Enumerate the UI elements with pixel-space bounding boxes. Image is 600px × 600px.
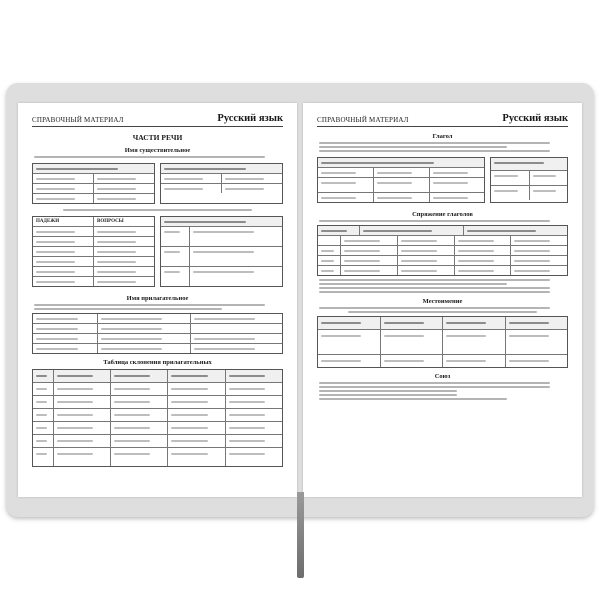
table-cell <box>97 334 189 343</box>
table-cell <box>529 186 567 200</box>
table-row <box>318 245 567 255</box>
verb-mood-table <box>490 157 568 203</box>
table-cell <box>380 355 443 367</box>
table-row <box>33 323 282 333</box>
table-row <box>33 276 154 286</box>
table-cell <box>463 226 567 235</box>
table-row <box>33 173 154 183</box>
conjugation-rule-line-2 <box>319 283 507 285</box>
table-cell <box>189 247 282 266</box>
table-row <box>33 447 282 466</box>
table-row <box>161 226 282 246</box>
table-cell <box>161 247 189 266</box>
table-cell <box>454 236 511 245</box>
table-cell <box>97 324 189 333</box>
table-cell <box>93 194 154 203</box>
table-cell <box>225 422 282 434</box>
table-cell <box>318 193 373 202</box>
table-row <box>318 317 567 329</box>
questions-column-title: ВОПРОСЫ <box>93 217 154 226</box>
table-cell <box>429 178 485 192</box>
table-row <box>33 266 154 276</box>
table-cell <box>93 237 154 246</box>
table-cell <box>505 317 568 329</box>
table-cell <box>33 277 93 286</box>
table-row <box>33 256 154 266</box>
table-cell <box>340 236 397 245</box>
table-cell <box>373 178 429 192</box>
conjunction-definition-line-2 <box>319 386 550 388</box>
table-cell <box>225 409 282 421</box>
table-cell <box>110 396 167 408</box>
table-cell <box>110 422 167 434</box>
verb-tense-tables <box>317 154 568 206</box>
table-cell <box>318 266 340 275</box>
table-cell <box>190 314 282 323</box>
table-cell <box>161 227 189 246</box>
left-page-header <box>32 113 283 127</box>
noun-number-table <box>160 163 283 204</box>
pronoun-table <box>317 316 568 368</box>
conjunction-example-line-3 <box>319 398 507 400</box>
table-cell <box>510 236 567 245</box>
table-cell <box>225 370 282 382</box>
adjective-forms-table <box>32 313 283 354</box>
table-cell <box>318 317 380 329</box>
table-cell <box>33 164 154 173</box>
conjugation-table <box>317 225 568 276</box>
verb-definition-line-3 <box>319 150 550 152</box>
table-cell <box>110 435 167 447</box>
table-cell <box>318 330 380 354</box>
table-row <box>318 177 484 192</box>
table-cell <box>190 334 282 343</box>
noun-gender-number-tables <box>32 160 283 207</box>
table-cell <box>167 422 224 434</box>
table-cell <box>97 314 189 323</box>
verb-definition-line-2 <box>319 146 507 148</box>
table-cell <box>491 186 528 200</box>
table-row <box>33 382 282 395</box>
table-cell <box>491 158 567 170</box>
declension-types-table <box>160 216 283 287</box>
table-cell <box>397 266 454 275</box>
table-cell <box>189 227 282 246</box>
table-cell <box>97 344 189 353</box>
table-row <box>318 329 567 354</box>
table-cell <box>33 422 53 434</box>
table-cell <box>53 383 110 395</box>
table-cell <box>33 370 53 382</box>
table-row <box>33 164 154 173</box>
cases-table <box>32 216 155 287</box>
table-row <box>33 395 282 408</box>
table-cell <box>33 267 93 276</box>
table-cell <box>190 344 282 353</box>
table-cell <box>93 227 154 236</box>
table-cell <box>318 256 340 265</box>
table-cell <box>33 324 97 333</box>
table-row <box>318 167 484 177</box>
verb-tense-table <box>317 157 485 203</box>
adjective-definition-line-1 <box>34 304 265 306</box>
table-cell <box>53 422 110 434</box>
table-row <box>161 217 282 226</box>
table-row <box>161 246 282 266</box>
table-row <box>318 235 567 245</box>
table-row <box>318 192 484 202</box>
table-cell <box>110 409 167 421</box>
table-row <box>33 408 282 421</box>
table-row <box>33 236 154 246</box>
table-cell <box>340 246 397 255</box>
table-cell <box>397 236 454 245</box>
table-row <box>33 343 282 353</box>
right-page <box>303 103 582 497</box>
cases-column-title: ПАДЕЖИ <box>36 219 60 224</box>
declension-table-heading: Таблица склонения прилагательных <box>103 359 212 366</box>
adjective-heading: Имя прилагательное <box>126 295 189 302</box>
pronoun-definition-line-1 <box>319 307 550 309</box>
verb-bullet-line-2 <box>319 291 550 293</box>
table-cell <box>53 396 110 408</box>
table-cell <box>33 448 53 466</box>
table-cell <box>380 330 443 354</box>
left-page <box>18 103 297 497</box>
verb-heading: Глагол <box>432 133 453 140</box>
table-cell <box>33 247 93 256</box>
table-cell <box>53 435 110 447</box>
table-cell <box>33 314 97 323</box>
table-cell <box>110 383 167 395</box>
table-cell <box>33 174 93 183</box>
conjunction-example-line-1 <box>319 390 457 392</box>
table-row <box>33 314 282 323</box>
table-cell <box>167 448 224 466</box>
table-row <box>161 164 282 173</box>
table-cell <box>93 277 154 286</box>
table-row <box>318 255 567 265</box>
table-row <box>33 333 282 343</box>
table-cell <box>318 236 340 245</box>
noun-gender-table <box>32 163 155 204</box>
table-row <box>33 193 154 203</box>
table-cell <box>225 448 282 466</box>
conjunction-definition-line-1 <box>319 382 550 384</box>
table-cell <box>33 334 97 343</box>
table-cell <box>93 174 154 183</box>
table-cell <box>167 383 224 395</box>
table-row <box>161 266 282 286</box>
conjugation-heading: Спряжение глаголов <box>412 211 473 218</box>
table-cell <box>161 217 282 226</box>
table-cell <box>505 355 568 367</box>
noun-case-tables <box>32 213 283 290</box>
table-cell <box>161 267 189 286</box>
verb-definition-line-1 <box>319 142 550 144</box>
table-cell <box>442 330 505 354</box>
table-row <box>33 434 282 447</box>
table-cell <box>340 256 397 265</box>
table-cell <box>167 396 224 408</box>
table-row <box>491 158 567 170</box>
table-cell <box>318 158 484 167</box>
table-cell <box>93 267 154 276</box>
table-cell <box>340 266 397 275</box>
conjunction-heading: Союз <box>434 373 451 380</box>
table-cell <box>442 317 505 329</box>
table-row <box>491 185 567 200</box>
table-cell <box>93 257 154 266</box>
table-row <box>33 370 282 382</box>
table-row <box>33 421 282 434</box>
left-section-label: СПРАВОЧНЫЙ МАТЕРИАЛ <box>32 116 124 124</box>
pronoun-definition-line-2 <box>348 311 536 313</box>
table-cell <box>110 370 167 382</box>
table-cell <box>33 257 93 266</box>
table-cell <box>505 330 568 354</box>
table-cell <box>33 383 53 395</box>
table-cell <box>397 246 454 255</box>
table-cell <box>429 168 485 177</box>
table-cell <box>380 317 443 329</box>
table-cell <box>53 448 110 466</box>
declension-note-line <box>63 209 251 211</box>
table-row <box>318 354 567 367</box>
table-cell <box>33 227 93 236</box>
table-row <box>33 246 154 256</box>
table-cell <box>359 226 463 235</box>
table-cell <box>318 168 373 177</box>
table-cell <box>189 267 282 286</box>
table-cell <box>33 435 53 447</box>
table-row <box>318 226 567 235</box>
table-cell <box>167 370 224 382</box>
table-row <box>33 183 154 193</box>
table-cell <box>33 344 97 353</box>
table-cell <box>373 168 429 177</box>
adjective-definition-line-2 <box>34 308 222 310</box>
table-cell <box>225 396 282 408</box>
table-cell <box>318 355 380 367</box>
table-cell <box>33 409 53 421</box>
table-cell <box>167 409 224 421</box>
table-row <box>318 158 484 167</box>
table-cell <box>318 246 340 255</box>
table-row <box>491 170 567 185</box>
table-cell <box>221 184 282 193</box>
bookmark-ribbon <box>297 492 304 578</box>
left-subject-title: Русский язык <box>217 113 283 124</box>
noun-heading: Имя существительное <box>124 147 191 154</box>
parts-of-speech-heading: ЧАСТИ РЕЧИ <box>132 133 183 142</box>
table-cell <box>161 174 221 183</box>
right-section-label: СПРАВОЧНЫЙ МАТЕРИАЛ <box>317 116 409 124</box>
table-cell <box>33 194 93 203</box>
table-cell <box>491 171 528 185</box>
table-cell <box>190 324 282 333</box>
table-row <box>161 183 282 193</box>
table-cell <box>529 171 567 185</box>
table-cell <box>167 435 224 447</box>
table-cell <box>33 396 53 408</box>
table-cell <box>225 435 282 447</box>
table-cell <box>510 266 567 275</box>
table-cell <box>454 256 511 265</box>
table-cell <box>33 237 93 246</box>
table-cell <box>110 448 167 466</box>
table-cell <box>429 193 485 202</box>
right-subject-title: Русский язык <box>502 113 568 124</box>
table-cell <box>93 247 154 256</box>
conjunction-example-line-2 <box>319 394 457 396</box>
table-cell <box>33 184 93 193</box>
table-cell <box>442 355 505 367</box>
noun-definition-line <box>34 156 265 158</box>
table-cell <box>373 193 429 202</box>
table-cell <box>454 266 511 275</box>
table-cell <box>161 184 221 193</box>
table-row <box>33 217 154 226</box>
adjective-declension-table <box>32 369 283 467</box>
table-cell <box>225 383 282 395</box>
table-cell <box>510 246 567 255</box>
table-cell <box>454 246 511 255</box>
verb-bullet-line-1 <box>319 287 550 289</box>
table-cell <box>221 174 282 183</box>
right-page-header <box>317 113 568 127</box>
table-cell <box>53 409 110 421</box>
table-cell <box>93 184 154 193</box>
table-row <box>33 226 154 236</box>
table-cell <box>161 164 282 173</box>
table-cell <box>318 226 359 235</box>
conjugation-rule-line <box>319 279 550 281</box>
table-cell <box>318 178 373 192</box>
table-cell <box>397 256 454 265</box>
table-cell <box>510 256 567 265</box>
table-row <box>318 265 567 275</box>
pronoun-heading: Местоимение <box>422 298 463 305</box>
conjugation-note-line <box>319 220 550 222</box>
table-cell <box>53 370 110 382</box>
table-row <box>161 173 282 183</box>
